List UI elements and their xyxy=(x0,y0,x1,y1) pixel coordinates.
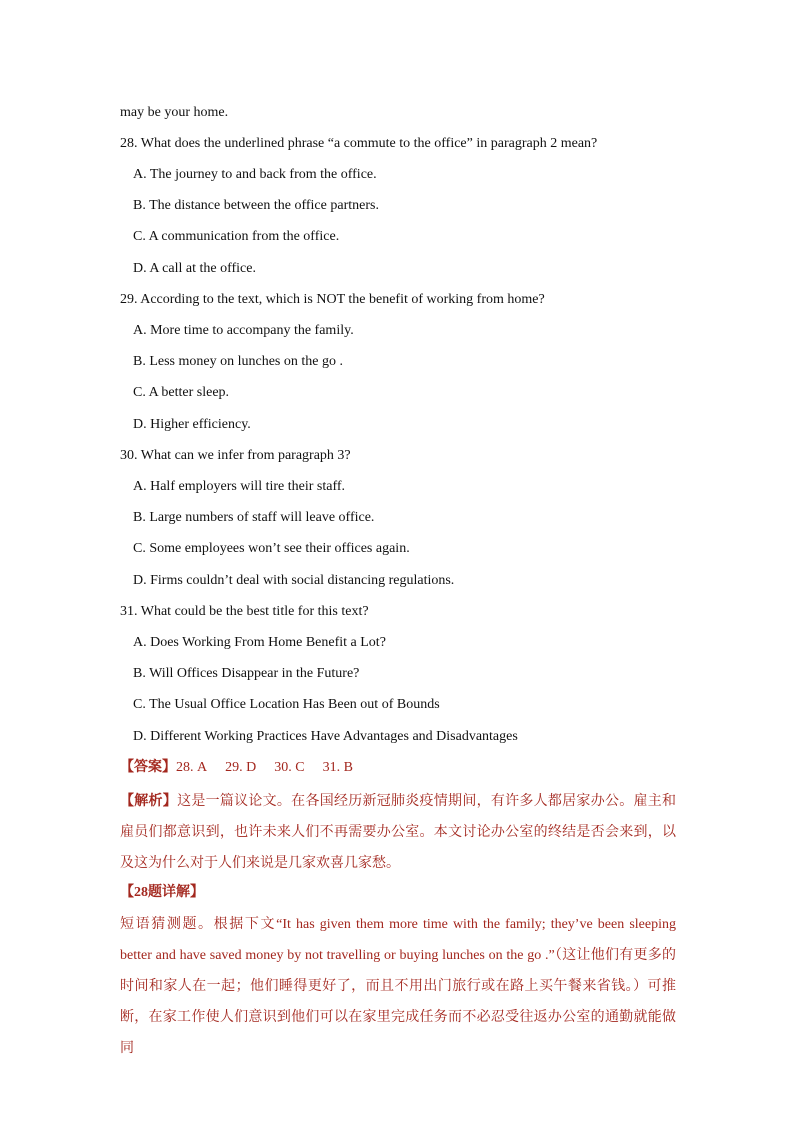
question-30-option-a: A. Half employers will tire their staff. xyxy=(133,479,346,494)
question-28-stem: 28. What does the underlined phrase “a commute to the office” in paragraph 2 mean? xyxy=(120,136,598,151)
question-28-option-b: B. The distance between the office partners. xyxy=(133,198,379,213)
question-29-option-d: D. Higher efficiency. xyxy=(133,417,251,432)
question-30-option-d: D. Firms couldn’t deal with social distancing regulations. xyxy=(133,573,455,588)
question-31-option-b: B. Will Offices Disappear in the Future? xyxy=(133,666,360,681)
answer-30: 30. C xyxy=(274,760,305,775)
analysis-paragraph xyxy=(120,786,676,879)
question-31-option-d: D. Different Working Practices Have Advantages and Disadvantages xyxy=(133,729,518,744)
answer-28: 28. A xyxy=(176,760,208,775)
analysis-text: 这是一篇议论文。在各国经历新冠肺炎疫情期间，有许多人都居家办公。雇主和雇员们都意识到，也许未来人们不再需要办公室。本文讨论办公室的终结是否会来到，以及这为什么对于人们来说是几家欢喜几家愁。 xyxy=(120,794,677,871)
question-31-option-c: C. The Usual Office Location Has Been out of Bounds xyxy=(133,697,440,712)
passage-tail: may be your home. xyxy=(120,105,229,120)
detail-28-paragraph: 短语猜测题。根据下文“It has given them more time with the family; they’ve been sleeping better and have saved money by not travelling or buying lunches on the go .”（这让他们有更多的时间和家人在一起；他们睡得更好了，而且不用出门旅行或在路上买午餐来省钱。）可推断，在家工作使人们意识到他们可以在家里完成任务而不必忍受往返办公室的通勤就能做同 xyxy=(120,917,676,1056)
answer-29: 29. D xyxy=(225,760,257,775)
question-30-option-b: B. Large numbers of staff will leave office. xyxy=(133,510,375,525)
question-28-option-c: C. A communication from the office. xyxy=(133,229,340,244)
question-28-option-d: D. A call at the office. xyxy=(133,261,256,276)
answer-line xyxy=(120,759,353,777)
question-31-stem: 31. What could be the best title for this text? xyxy=(120,604,369,619)
question-29-stem: 29. According to the text, which is NOT the benefit of working from home? xyxy=(120,292,545,307)
analysis-label: 【解析】 xyxy=(120,794,178,809)
answer-31: 31. B xyxy=(322,760,353,775)
question-29-option-b: B. Less money on lunches on the go . xyxy=(133,354,343,369)
question-29-option-c: C. A better sleep. xyxy=(133,385,230,400)
question-31-option-a: A. Does Working From Home Benefit a Lot? xyxy=(133,635,386,650)
answer-label: 【答案】 xyxy=(120,760,176,775)
question-30-option-c: C. Some employees won’t see their offices again. xyxy=(133,541,410,556)
question-30-stem: 30. What can we infer from paragraph 3? xyxy=(120,448,351,463)
question-28-option-a: A. The journey to and back from the office. xyxy=(133,167,377,182)
detail-28-label: 【28题详解】 xyxy=(120,885,204,900)
question-29-option-a: A. More time to accompany the family. xyxy=(133,323,354,338)
